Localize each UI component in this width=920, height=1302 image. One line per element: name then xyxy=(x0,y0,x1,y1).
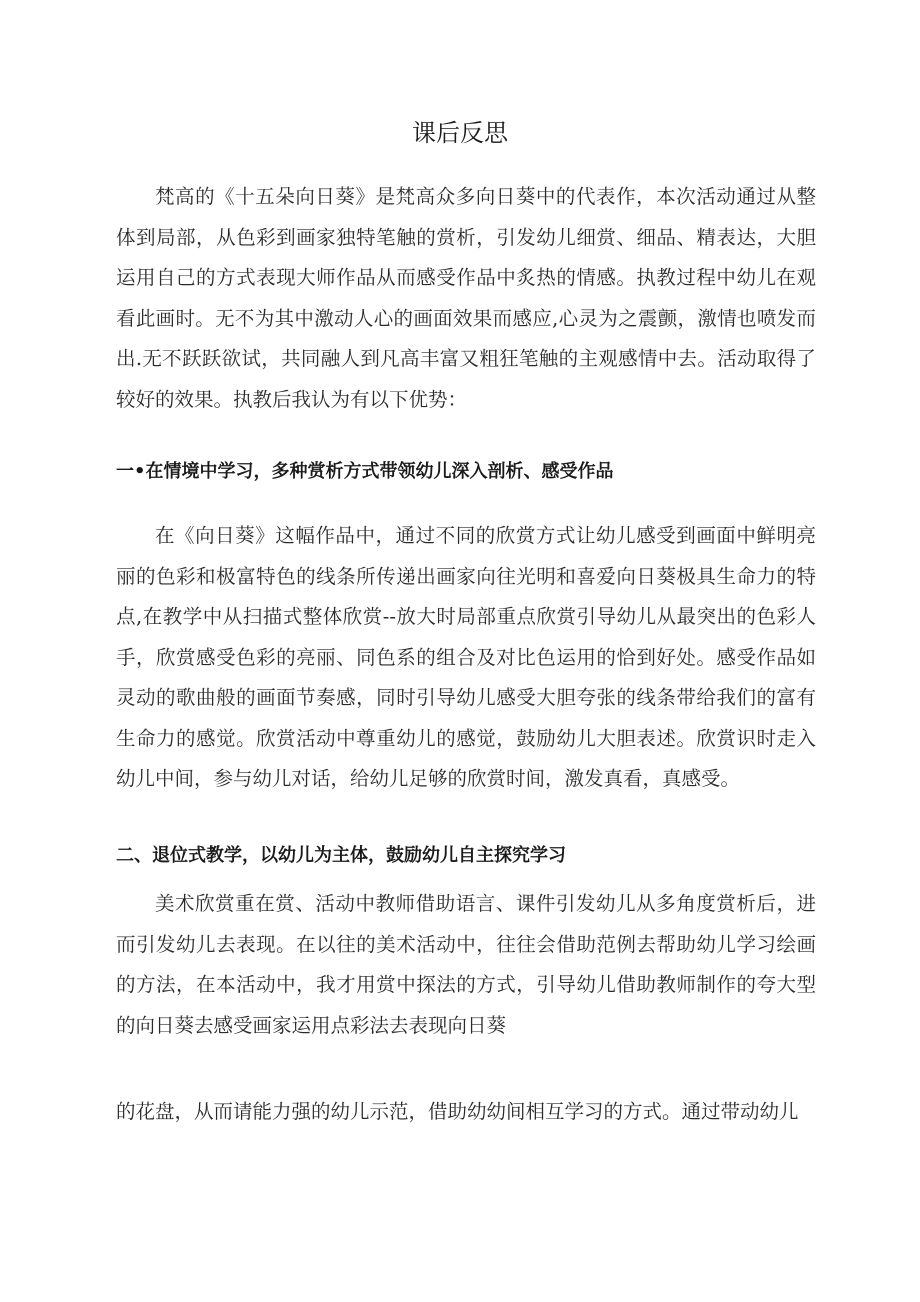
paragraph-section-1: 在《向日葵》这幅作品中，通过不同的欣赏方式让幼儿感受到画面中鲜明亮丽的色彩和极富特色的线条所传递出画家向往光明和喜爱向日葵极具生命力的特点,在教学中从扫描式整体欣赏--放大时局部重点欣赏引导幼儿从最突出的色彩人手，欣赏感受色彩的亮丽、同色系的组合及对比色运用的恰到好处。感受作品如灵动的歌曲般的画面节奏感，同时引导幼儿感受大胆夸张的线条带给我们的富有生命力的感觉。欣赏活动中尊重幼儿的感觉，鼓励幼儿大胆表述。欣赏识时走入幼儿中间，参与幼儿对话，给幼儿足够的欣赏时间，激发真看，真感受。 xyxy=(116,524,816,790)
section-heading-1: 一•在情境中学习，多种赏析方式带领幼儿深入剖析、感受作品 xyxy=(116,461,614,482)
paragraph-section-2: 美术欣赏重在赏、活动中教师借助语言、课件引发幼儿从多角度赏析后，进而引发幼儿去表现。在以往的美术活动中，往往会借助范例去帮助幼儿学习绘画的方法，在本活动中，我才用赏中探法的方式，引导幼儿借助教师制作的夸大型的向日葵去感受画家运用点彩法去表现向日葵 xyxy=(116,892,816,1037)
section-heading-2: 二、退位式教学，以幼儿为主体，鼓励幼儿自主探究学习 xyxy=(116,845,566,866)
paragraph-intro: 梵高的《十五朵向日葵》是梵高众多向日葵中的代表作，本次活动通过从整体到局部，从色彩到画家独特笔触的赏析，引发幼儿细赏、细品、精表达，大胆运用自己的方式表现大师作品从而感受作品中炙热的情感。执教过程中幼儿在观看此画时。无不为其中激动人心的画面效果而感应,心灵为之震颤，激情也喷发而出.无不跃跃欲试，共同融人到凡高丰富又粗狂笔触的主观感情中去。活动取得了较好的效果。执教后我认为有以下优势： xyxy=(116,185,816,411)
paragraph-continuation: 的花盘，从而请能力强的幼儿示范，借助幼幼间相互学习的方式。通过带动幼儿 xyxy=(116,1100,799,1123)
page-title: 课后反思 xyxy=(412,119,508,147)
